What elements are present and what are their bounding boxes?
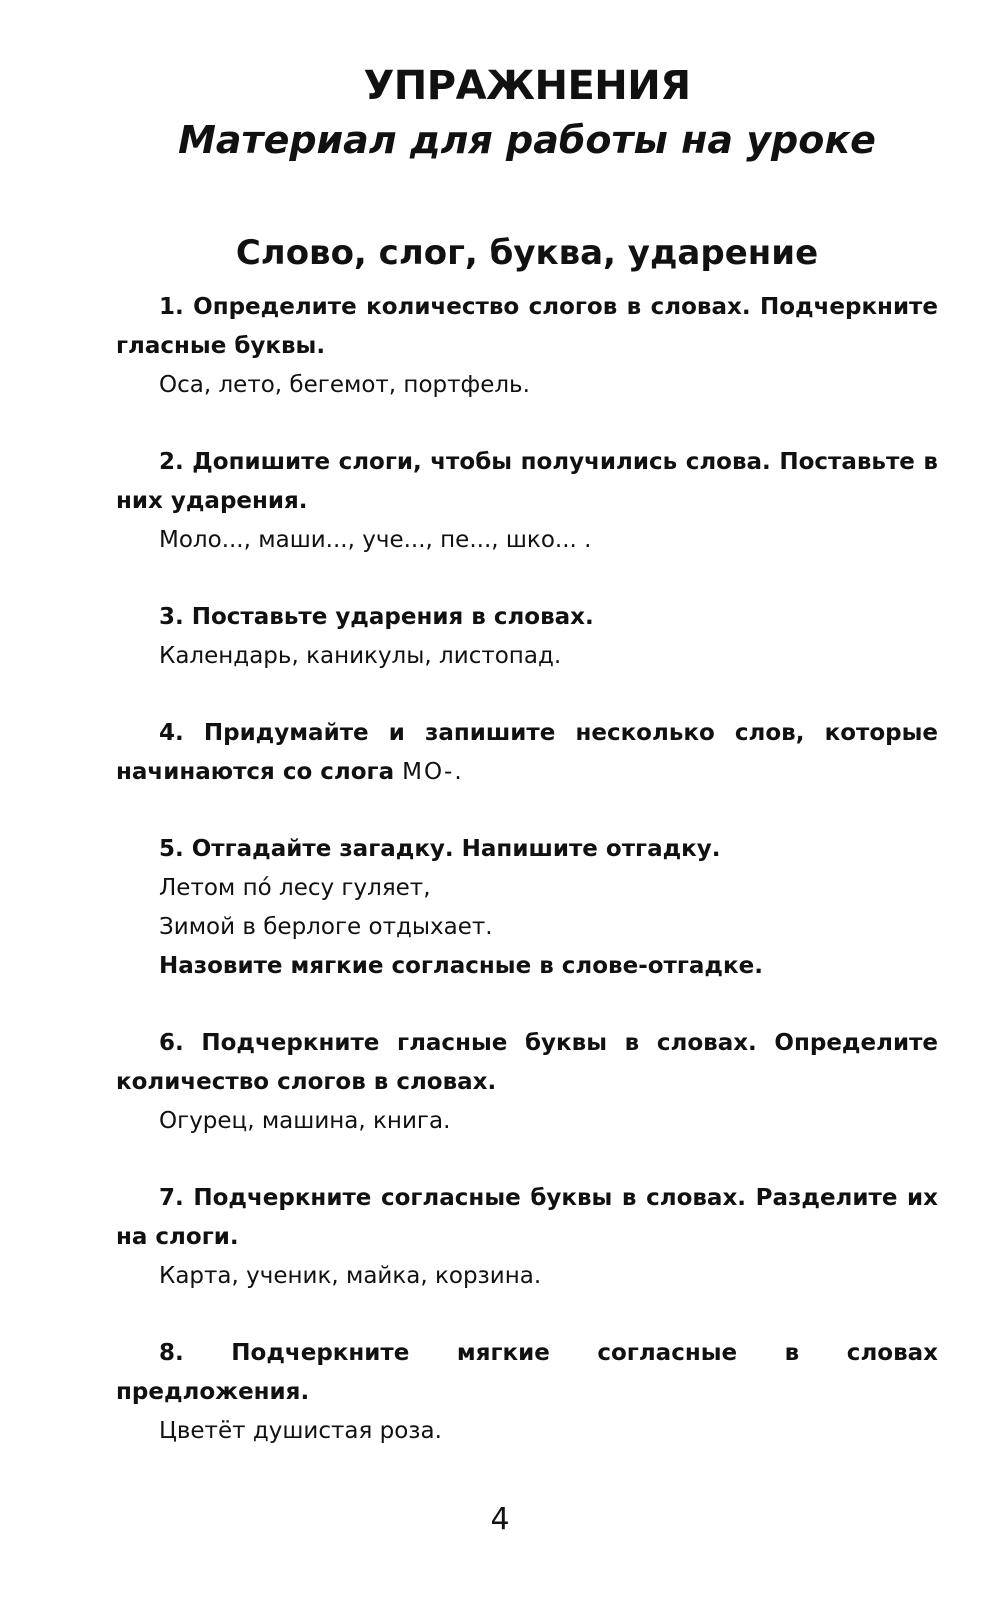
- syllable-prefix: МО-.: [402, 759, 464, 785]
- page-content: [116, 58, 938, 1489]
- riddle-line: Летом по́ лесу гуляет,: [159, 875, 431, 901]
- exercise-words: Календарь, каникулы, листопад.: [159, 643, 562, 669]
- exercise-2: [116, 443, 938, 560]
- exercise-task: [116, 714, 938, 792]
- exercise-1: [116, 288, 938, 405]
- exercise-task: 6. Подчеркните гласные буквы в словах. Определите количество слогов в словах.: [116, 1030, 938, 1095]
- page-subtitle: Материал для работы на уроке: [178, 118, 876, 162]
- section-title: Слово, слог, буква, ударение: [235, 233, 819, 273]
- exercise-task: 3. Поставьте ударения в словах.: [159, 604, 594, 630]
- riddle-line: Зимой в берлоге отдыхает.: [159, 914, 493, 940]
- exercise-task: 1. Определите количество слогов в словах. Подчеркните гласные буквы.: [116, 294, 938, 359]
- page-number: 4: [490, 1502, 510, 1537]
- page-title: УПРАЖНЕНИЯ: [363, 63, 691, 109]
- exercise-words: Моло..., маши..., уче..., пе..., шко... .: [159, 527, 592, 553]
- exercise-words: Оса, лето, бегемот, портфель.: [159, 372, 530, 398]
- exercise-sentence: Цветёт душистая роза.: [159, 1418, 442, 1444]
- exercise-task-text: 4. Придумайте и запишите несколько слов, которые начинаются со слога: [116, 720, 938, 785]
- exercise-followup-task: Назовите мягкие согласные в слове-отгадке.: [159, 953, 763, 979]
- exercise-6: [116, 1024, 938, 1141]
- exercise-8: [116, 1334, 938, 1451]
- exercise-words: Огурец, машина, книга.: [159, 1108, 451, 1134]
- exercise-task: 7. Подчеркните согласные буквы в словах. Разделите их на слоги.: [116, 1185, 938, 1250]
- exercise-task: 2. Допишите слоги, чтобы получились слова. Поставьте в них ударения.: [116, 449, 938, 514]
- exercise-task: 8. Подчеркните мягкие согласные в словах предложения.: [116, 1340, 938, 1405]
- exercise-3: [116, 598, 938, 676]
- exercise-words: Карта, ученик, майка, корзина.: [159, 1263, 542, 1289]
- exercise-5: [116, 830, 938, 986]
- exercise-7: [116, 1179, 938, 1296]
- exercise-task: 5. Отгадайте загадку. Напишите отгадку.: [159, 836, 721, 862]
- exercise-4: [116, 714, 938, 792]
